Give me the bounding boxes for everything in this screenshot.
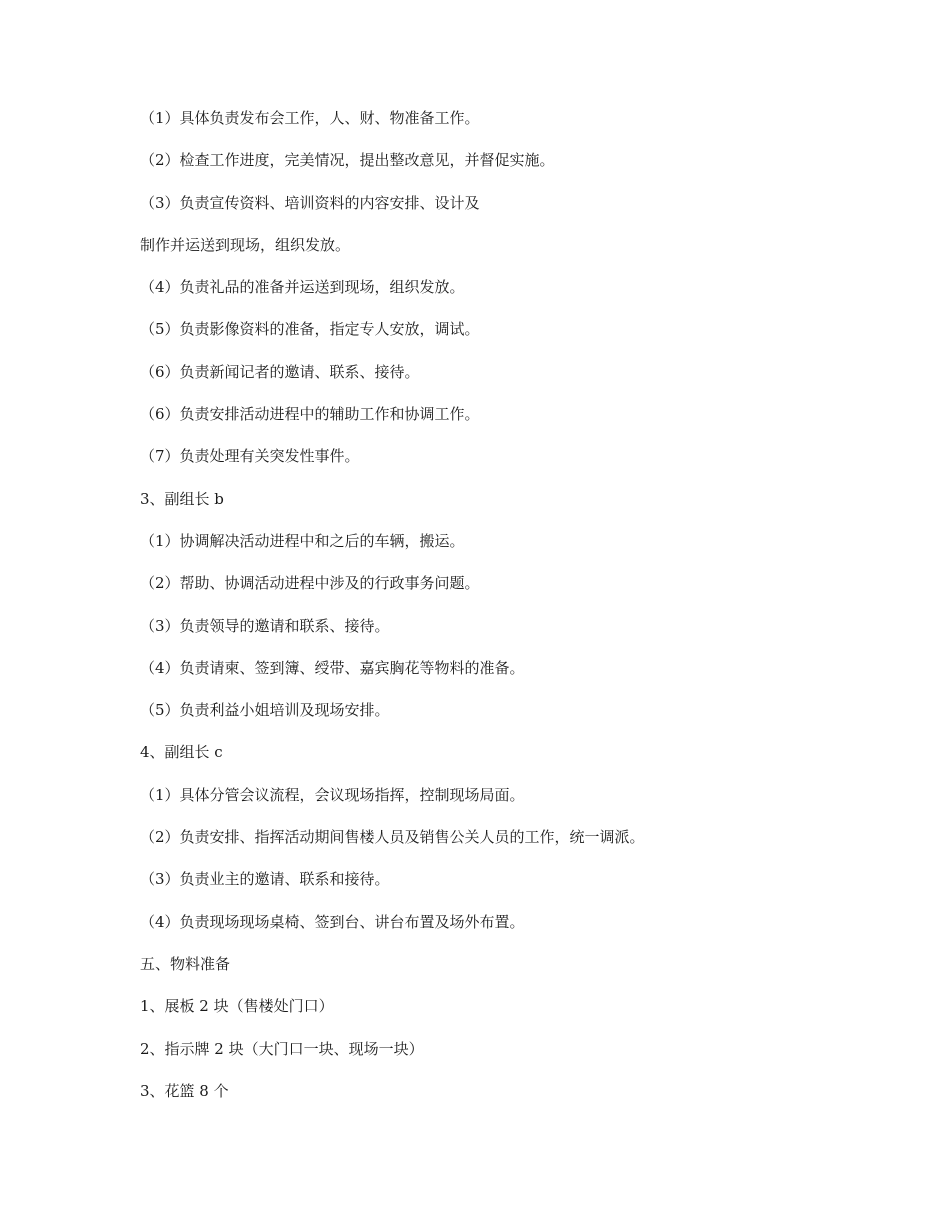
paragraph-line: （4）负责请柬、签到簿、绶带、嘉宾胸花等物料的准备。 xyxy=(140,658,525,677)
paragraph-line: （4）负责现场现场桌椅、签到台、讲台布置及场外布置。 xyxy=(140,912,525,931)
paragraph-line: （4）负责礼品的准备并运送到现场，组织发放。 xyxy=(140,278,465,297)
paragraph-line: （6）负责安排活动进程中的辅助工作和协调工作。 xyxy=(140,405,480,424)
paragraph-line: （3）负责业主的邀请、联系和接待。 xyxy=(140,870,390,889)
paragraph-line: （3）负责宣传资料、培训资料的内容安排、设计及 xyxy=(140,193,480,212)
paragraph-line: （6）负责新闻记者的邀请、联系、接待。 xyxy=(140,362,420,381)
paragraph-line: （2）帮助、协调活动进程中涉及的行政事务问题。 xyxy=(140,574,480,593)
paragraph-line: （2）检查工作进度，完美情况，提出整改意见，并督促实施。 xyxy=(140,151,555,170)
paragraph-line: （1）协调解决活动进程中和之后的车辆，搬运。 xyxy=(140,531,465,550)
section-heading: 五、物料准备 xyxy=(140,954,231,973)
list-item: 1、展板 2 块（售楼处门口） xyxy=(140,997,334,1016)
list-item: 3、花篮 8 个 xyxy=(140,1081,229,1100)
paragraph-line: （2）负责安排、指挥活动期间售楼人员及销售公关人员的工作，统一调派。 xyxy=(140,828,645,847)
paragraph-line: （5）负责利益小姐培训及现场安排。 xyxy=(140,701,390,720)
paragraph-line: （5）负责影像资料的准备，指定专人安放，调试。 xyxy=(140,320,480,339)
paragraph-line: 制作并运送到现场，组织发放。 xyxy=(140,235,351,254)
section-heading: 3、副组长 b xyxy=(140,489,224,508)
paragraph-line: （3）负责领导的邀请和联系、接待。 xyxy=(140,616,390,635)
paragraph-line: （7）负责处理有关突发性事件。 xyxy=(140,447,360,466)
paragraph-line: （1）具体负责发布会工作，人、财、物准备工作。 xyxy=(140,109,480,127)
document-body xyxy=(140,108,840,1123)
section-heading: 4、副组长 c xyxy=(140,743,223,762)
paragraph-line: （1）具体分管会议流程，会议现场指挥，控制现场局面。 xyxy=(140,785,525,804)
list-item: 2、指示牌 2 块（大门口一块、现场一块） xyxy=(140,1039,424,1058)
